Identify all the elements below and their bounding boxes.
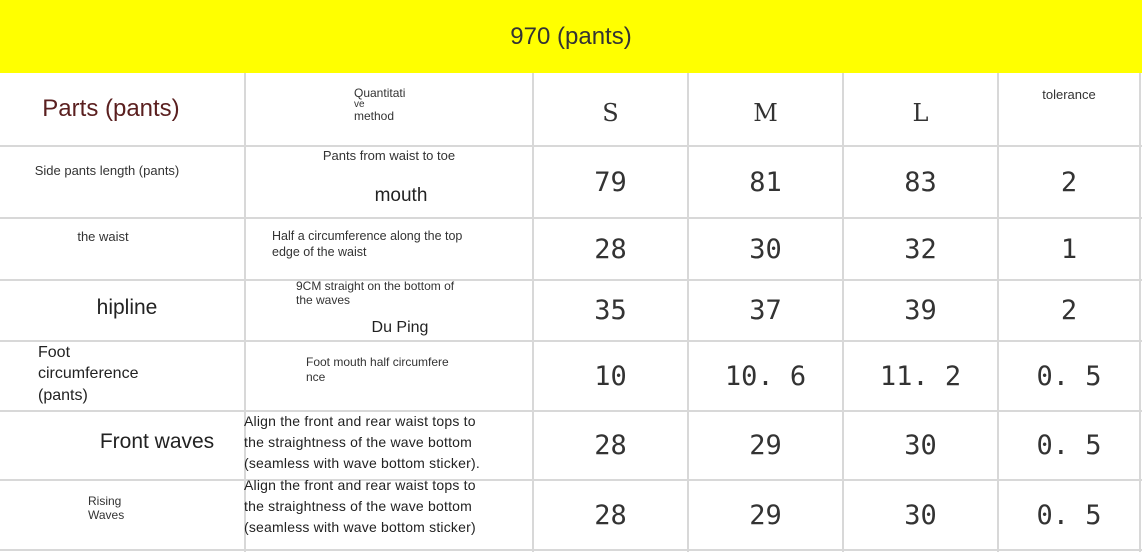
row4-part-b: circumference (38, 365, 139, 383)
row6-part-a: Rising (88, 493, 122, 508)
row6-m: 29 (749, 499, 782, 531)
row1-method-b: mouth (374, 185, 428, 206)
row6-tol: 0. 5 (1036, 499, 1102, 531)
row4-part (38, 341, 208, 407)
row4-tol: 0. 5 (1036, 360, 1102, 392)
table-title: 970 (pants) (510, 22, 632, 50)
row3-m: 37 (749, 295, 782, 326)
row5-tol: 0. 5 (1036, 430, 1102, 461)
row2-tol: 1 (1060, 233, 1078, 265)
row1-m: 81 (749, 166, 782, 198)
row4-l: 11. 2 (879, 360, 962, 392)
row4-part-c: (pants) (38, 386, 88, 404)
header-size-m: M (753, 99, 778, 127)
row4-method-b: nce (306, 370, 326, 384)
row5-s: 28 (594, 430, 627, 461)
row5-method (244, 410, 510, 474)
header-size-l: L (912, 99, 929, 127)
row4-part-a: Foot (38, 343, 71, 361)
row1-l: 83 (904, 166, 937, 198)
row2-method (272, 229, 522, 263)
row3-l: 39 (904, 295, 937, 326)
row6-method-b: the straightness of the wave bottom (244, 497, 473, 514)
row6-method (244, 474, 510, 538)
row2-l: 32 (904, 233, 937, 265)
row-divider (0, 549, 1142, 551)
header-method-line2: ve (354, 98, 365, 110)
row4-method-a: Foot mouth half circumfere (306, 355, 449, 369)
row1-method-a: Pants from waist to toe (322, 147, 456, 163)
row3-method (296, 279, 486, 309)
row3-s: 35 (594, 295, 627, 326)
row6-s: 28 (594, 499, 627, 531)
row3-part: hipline (96, 296, 158, 319)
row2-method-b: edge of the waist (272, 244, 367, 259)
row5-method-c: (seamless with wave bottom sticker). (244, 454, 480, 471)
size-table (0, 73, 1142, 552)
header-method-line3: method (354, 109, 395, 124)
row2-m: 30 (749, 233, 782, 265)
row6-method-a: Align the front and rear waist tops to (244, 476, 476, 493)
row1-tol: 2 (1060, 166, 1078, 198)
header-tolerance: tolerance (1042, 86, 1096, 102)
row3-method-b: the waves (296, 293, 351, 308)
header-method (354, 87, 434, 127)
row4-m: 10. 6 (724, 360, 807, 392)
header-method-line1: Quantitati (354, 87, 406, 100)
row2-part: the waist (77, 228, 129, 244)
row2-method-a: Half a circumference along the top (272, 229, 463, 243)
row5-l: 30 (904, 430, 937, 461)
row4-s: 10 (594, 360, 627, 392)
table-title-bar (0, 0, 1142, 73)
row5-method-b: the straightness of the wave bottom (244, 433, 473, 450)
row3-method-a: 9CM straight on the bottom of (296, 279, 455, 293)
row6-l: 30 (904, 499, 937, 531)
row5-m: 29 (749, 430, 782, 461)
row4-method (306, 355, 506, 387)
row1-part: Side pants length (pants) (34, 162, 180, 178)
row6-method-c: (seamless with wave bottom sticker) (244, 518, 476, 535)
row5-part: Front waves (99, 430, 215, 453)
header-parts: Parts (pants) (42, 95, 180, 122)
row6-part (88, 491, 168, 525)
row5-method-a: Align the front and rear waist tops to (244, 412, 476, 429)
row2-s: 28 (594, 233, 627, 265)
header-size-s: S (602, 99, 619, 127)
row6-part-b: Waves (88, 508, 125, 522)
row3-method-c: Du Ping (371, 319, 429, 336)
row1-s: 79 (594, 166, 627, 198)
row3-tol: 2 (1060, 295, 1078, 326)
